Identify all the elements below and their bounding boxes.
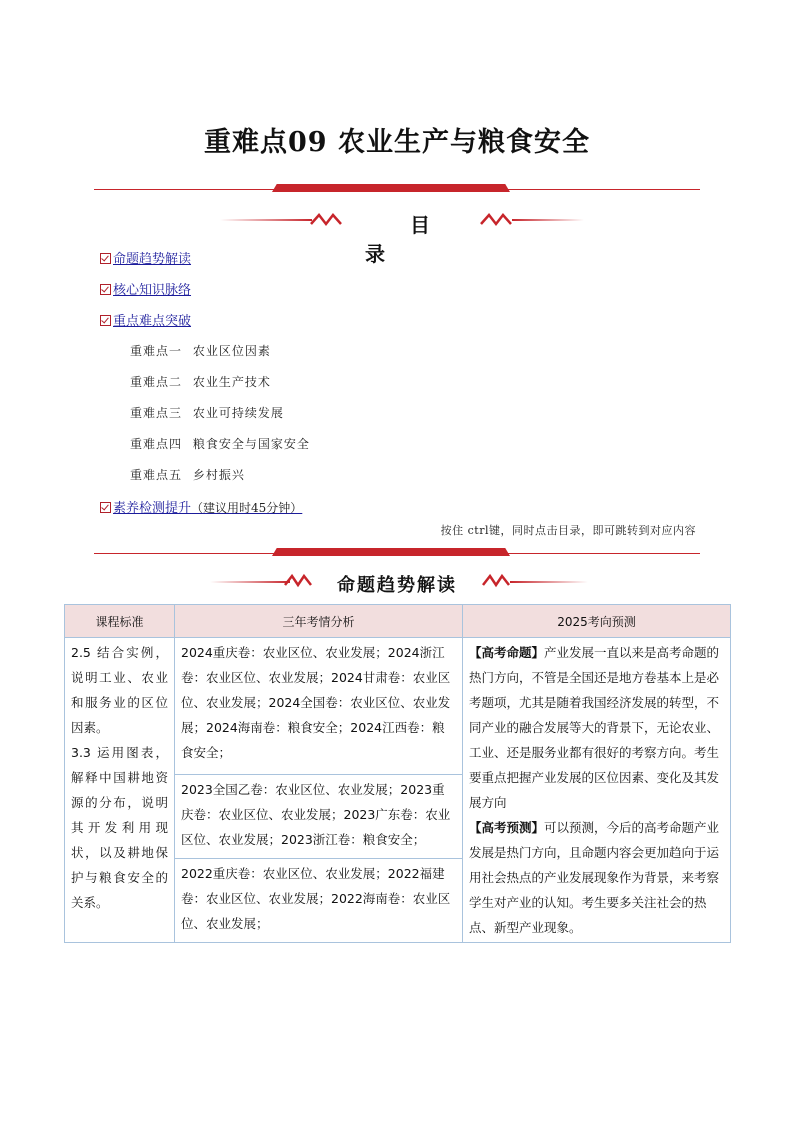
toc-link-key-points[interactable]: 重点难点突破 <box>100 310 191 329</box>
section-header <box>200 566 594 598</box>
title-divider <box>94 183 700 193</box>
col-header-standard: 课程标准 <box>65 605 175 638</box>
page-title: 重难点09 农业生产与粮食安全 <box>204 127 590 158</box>
toc-link-assessment[interactable]: 素养检测提升（建议用时45分钟） <box>100 497 302 516</box>
ctrl-click-hint: 按住 ctrl键，同时点击目录，即可跳转到对应内容 <box>440 524 696 537</box>
curriculum-standard-cell: 2.5 结合实例，说明工业、农业和服务业的区位因素。 3.3 运用图表，解释中国耕地资源的分布，说明其开发利用现状，以及耕地保护与粮食安全的关系。 <box>65 638 175 943</box>
toc-sub-item-4[interactable]: 重难点四 粮食安全与国家安全 <box>130 437 310 451</box>
checkbox-icon <box>100 284 111 295</box>
analysis-2022-cell: 2022重庆卷：农业区位、农业发展；2022福建卷：农业区位、农业发展；2022海南卷：农业区位、农业发展； <box>175 858 463 942</box>
trend-table <box>64 604 731 943</box>
forecast-tag-1: 【高考命题】 <box>469 645 545 660</box>
checkbox-icon <box>100 315 111 326</box>
toc-header <box>200 203 594 266</box>
forecast-cell <box>463 638 731 943</box>
toc-divider <box>94 547 700 557</box>
toc-heading: 目录 <box>365 213 490 266</box>
table-row <box>65 638 731 775</box>
table-header-row <box>65 605 731 638</box>
toc-link-knowledge[interactable]: 核心知识脉络 <box>100 279 191 298</box>
forecast-tag-2: 【高考预测】 <box>469 820 545 835</box>
time-note: （建议用时45分钟） <box>191 501 303 515</box>
col-header-analysis: 三年考情分析 <box>175 605 463 638</box>
toc-sub-item-3[interactable]: 重难点三 农业可持续发展 <box>130 406 284 420</box>
col-header-forecast: 2025考向预测 <box>463 605 731 638</box>
checkbox-icon <box>100 502 111 513</box>
toc-sub-item-5[interactable]: 重难点五 乡村振兴 <box>130 468 245 482</box>
zigzag-ornament-icon <box>482 572 510 590</box>
toc-sub-item-2[interactable]: 重难点二 农业生产技术 <box>130 375 271 389</box>
zigzag-ornament-icon <box>480 210 512 230</box>
toc-sub-item-1[interactable]: 重难点一 农业区位因素 <box>130 344 271 358</box>
analysis-2023-cell: 2023全国乙卷：农业区位、农业发展；2023重庆卷：农业区位、农业发展；2023广东卷：农业区位、农业发展；2023浙江卷：粮食安全； <box>175 774 463 858</box>
toc-link-trend[interactable]: 命题趋势解读 <box>100 248 191 267</box>
forecast-text-1: 产业发展一直以来是高考命题的热门方向，不管是全国还是地方卷基本上是必考题项，尤其是随着我国经济发展的转型，不同产业的融合发展等大的背景下，无论农业、工业、还是服务业都有很好的考察方向。考生要重点把握产业发展的区位因素、变化及其发展方向 <box>469 645 720 810</box>
zigzag-ornament-icon <box>310 210 342 230</box>
forecast-text-2: 可以预测，今后的高考命题产业发展是热门方向，且命题内容会更加趋向于运用社会热点的产业发展现象作为背景，来考察学生对产业的认知。考生要多关注社会的热点、新型产业现象。 <box>469 820 720 935</box>
section-heading: 命题趋势解读 <box>337 575 457 596</box>
checkbox-icon <box>100 253 111 264</box>
analysis-2024-cell: 2024重庆卷：农业区位、农业发展；2024浙江卷：农业区位、农业发展；2024甘肃卷：农业区位、农业发展；2024全国卷：农业区位、农业发展；2024海南卷：粮食安全；2024江西卷：粮食安全； <box>175 638 463 775</box>
